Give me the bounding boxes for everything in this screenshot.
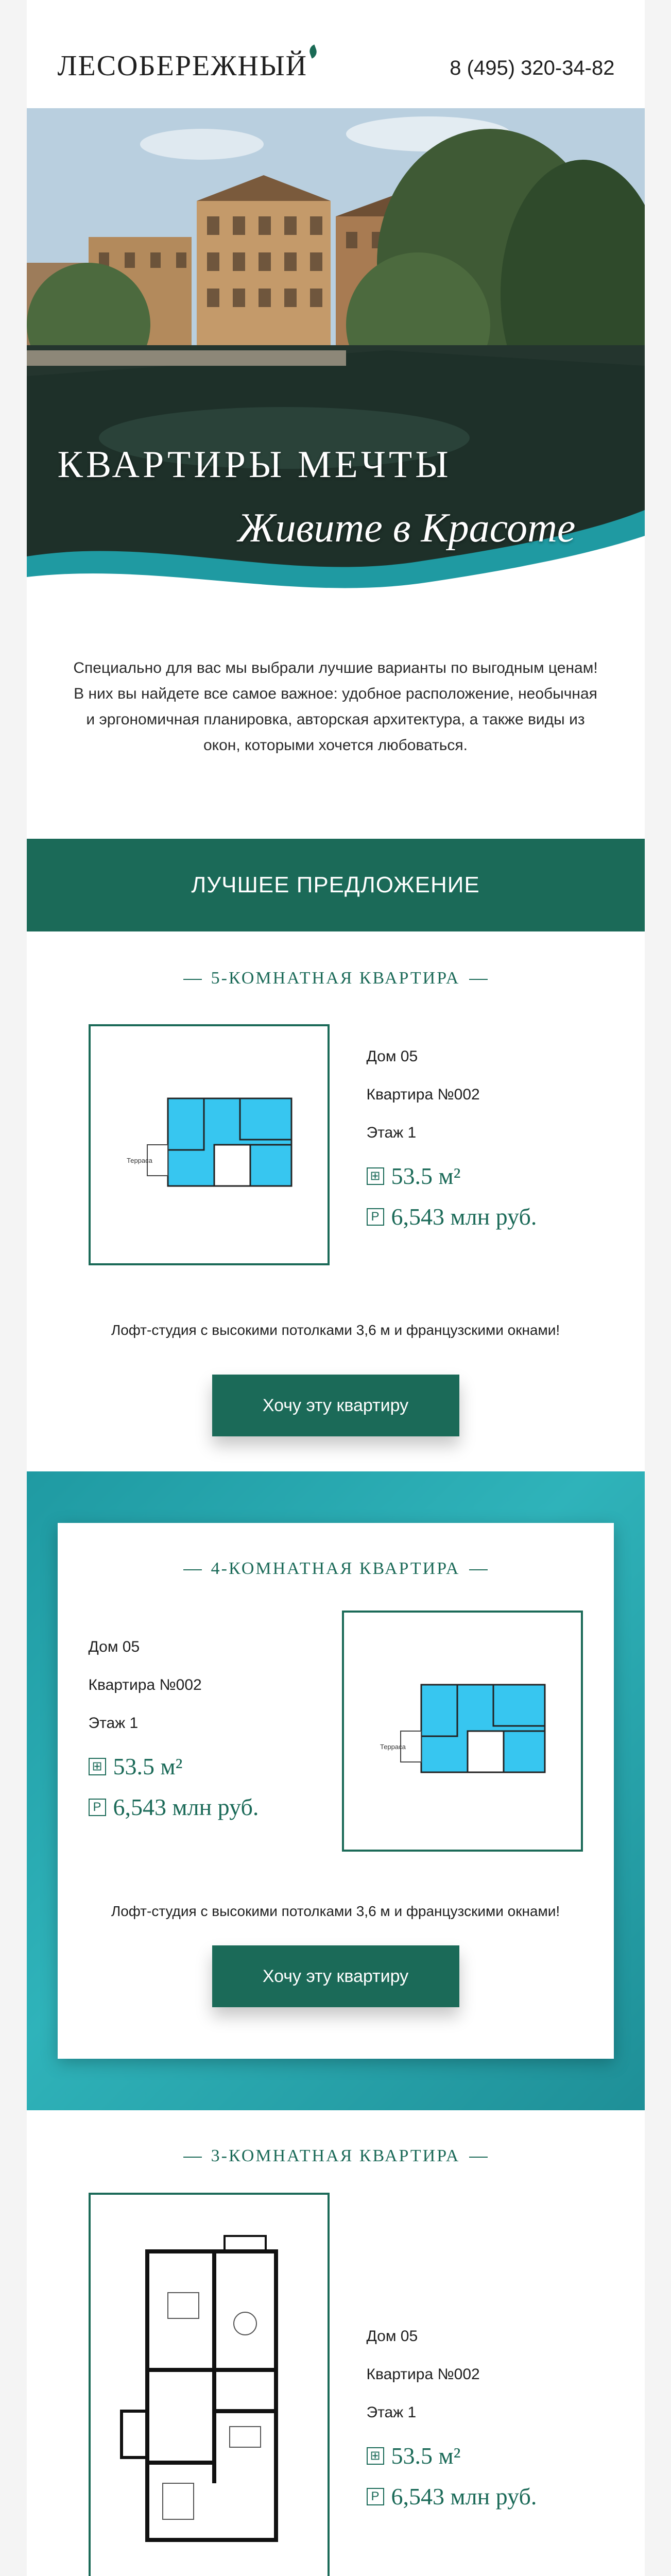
floor-number: Этаж 1 <box>88 1715 139 1732</box>
apartment-number: Квартира №002 <box>366 2366 480 2383</box>
area-icon: ⊞ <box>367 2447 384 2465</box>
price-value: Р 6,543 млн руб. <box>367 1203 537 1230</box>
apartment-description: Лофт-студия с высокими потолками 3,6 м и французскими окнами! <box>111 1322 560 1338</box>
floor-plan[interactable] <box>89 1024 330 1265</box>
email-container <box>27 0 645 2576</box>
header <box>27 0 645 108</box>
area-value: ⊞ 53.5 м² <box>367 1162 537 1190</box>
area-value: ⊞ 53.5 м² <box>367 2442 537 2469</box>
apartment-card-3 <box>27 2110 645 2576</box>
apartment-title: 3-КОМНАТНАЯ КВАРТИРА <box>27 2146 645 2166</box>
floor-plan[interactable] <box>89 2193 330 2576</box>
floor-number: Этаж 1 <box>366 2404 417 2421</box>
house-number: Дом 05 <box>88 1638 140 1655</box>
area-value: ⊞ 53.5 м² <box>89 1753 259 1780</box>
want-apartment-button[interactable]: Хочу эту квартиру <box>212 1945 459 2007</box>
teal-band <box>27 1471 645 2110</box>
price-value: Р 6,543 млн руб. <box>367 2483 537 2510</box>
floor-number: Этаж 1 <box>366 1124 417 1141</box>
area-icon: ⊞ <box>89 1758 106 1775</box>
floor-plan-image <box>91 2195 328 2576</box>
hero-title: КВАРТИРЫ МЕЧТЫ <box>57 444 452 486</box>
apartment-info <box>89 1638 259 1834</box>
house-number: Дом 05 <box>366 1048 418 1065</box>
leaf-icon <box>307 44 318 58</box>
apartment-card-1 <box>27 931 645 1471</box>
price-value: Р 6,543 млн руб. <box>89 1793 259 1821</box>
apartment-title: 4-КОМНАТНАЯ КВАРТИРА <box>58 1559 614 1579</box>
apartment-info <box>367 1048 537 1244</box>
ruble-icon: Р <box>367 2488 384 2505</box>
floor-plan-image <box>344 1613 581 1850</box>
svg-text:Терраса: Терраса <box>380 1743 406 1751</box>
svg-text:Терраса: Терраса <box>126 1157 152 1164</box>
best-offer-banner: ЛУЧШЕЕ ПРЕДЛОЖЕНИЕ <box>27 839 645 931</box>
apartment-card-2 <box>58 1523 614 2059</box>
apartment-number: Квартира №002 <box>366 1086 480 1103</box>
hero-slogan: Живите в Красоте <box>237 505 576 551</box>
ruble-icon: Р <box>367 1208 384 1226</box>
phone-link[interactable]: 8 (495) 320-34-82 <box>450 57 615 79</box>
apartment-title: 5-КОМНАТНАЯ КВАРТИРА <box>27 969 645 988</box>
floor-plan-image <box>91 1026 328 1263</box>
floor-plan[interactable] <box>342 1611 583 1852</box>
house-number: Дом 05 <box>366 2328 418 2345</box>
apartment-number: Квартира №002 <box>88 1676 202 1693</box>
intro-text: Специально для вас мы выбрали лучшие варианты по выгодным ценам! В них вы найдете все самое важное: удобное расположение, необычная и эргономичная планировка, авторская архитектура, а также виды из окон, которыми хочется любоваться. <box>73 659 598 754</box>
area-icon: ⊞ <box>367 1167 384 1185</box>
hero-banner <box>27 108 645 623</box>
apartment-description: Лофт-студия с высокими потолками 3,6 м и французскими окнами! <box>111 1903 560 1919</box>
logo[interactable]: ЛЕСОБЕРЕЖНЫЙ <box>58 49 317 82</box>
apartment-info <box>367 2328 537 2523</box>
ruble-icon: Р <box>89 1799 106 1816</box>
want-apartment-button[interactable]: Хочу эту квартиру <box>212 1375 459 1436</box>
